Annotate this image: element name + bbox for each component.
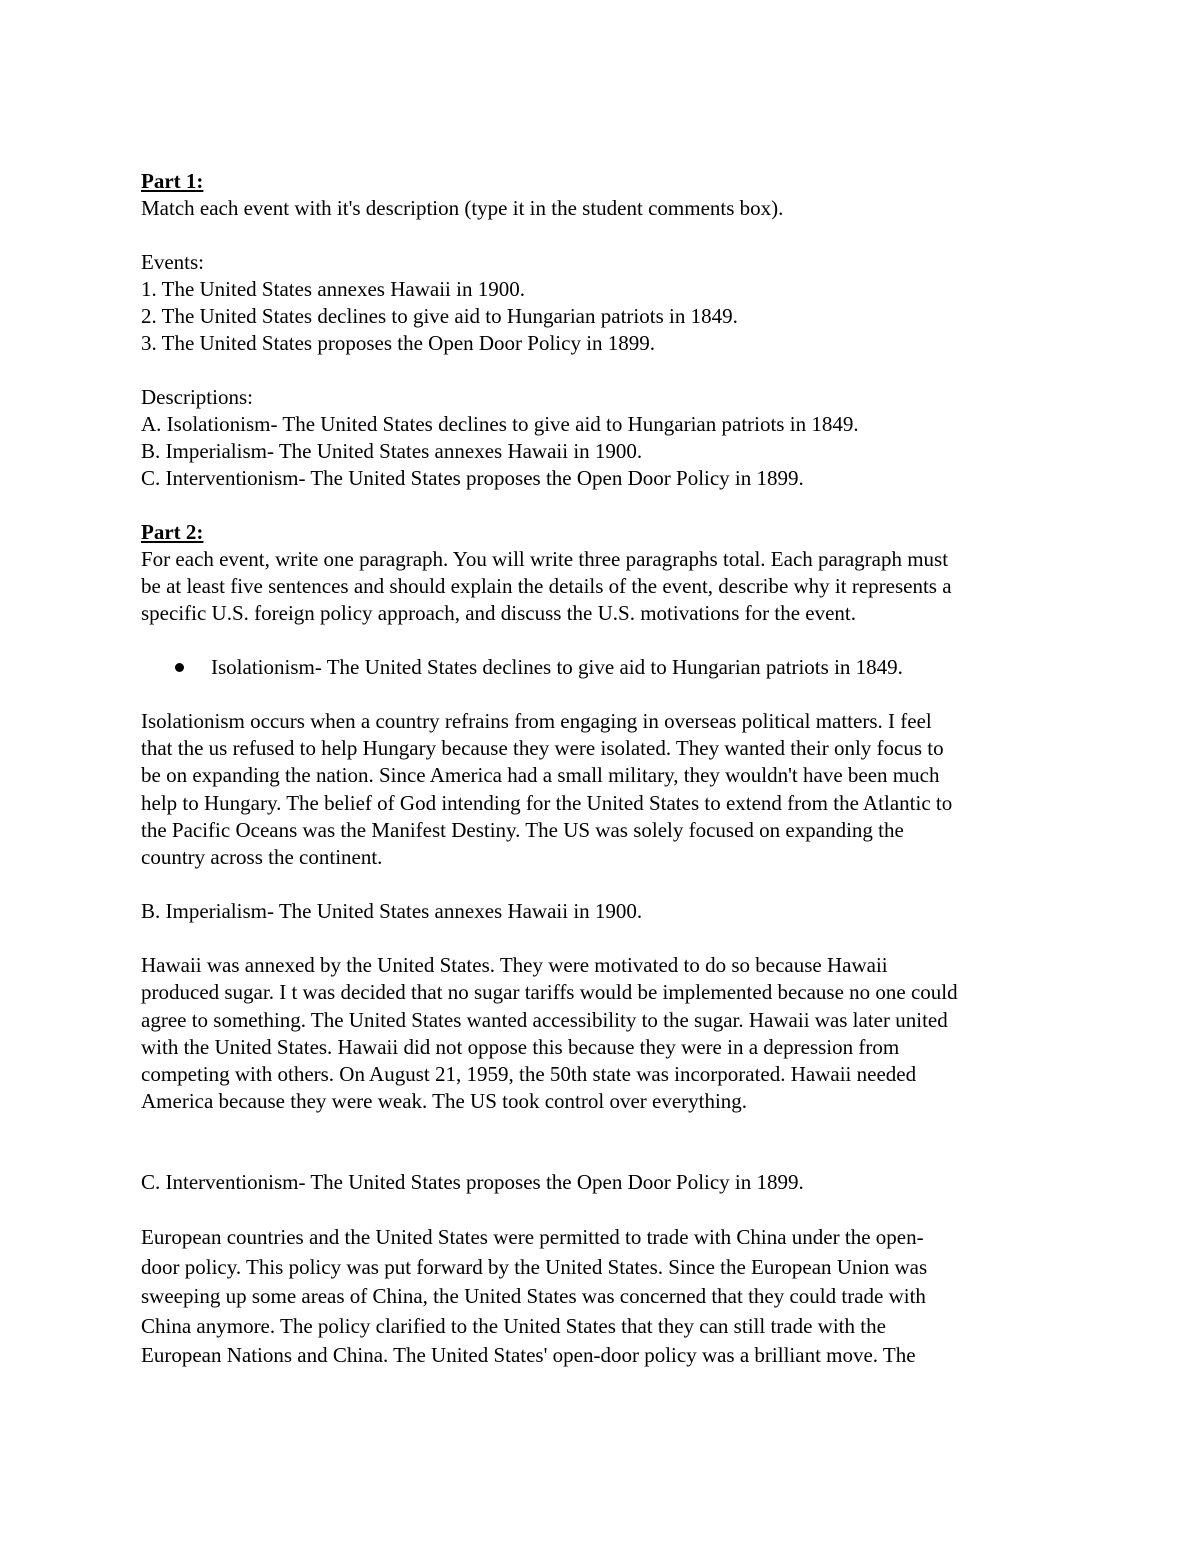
paragraph-line: Hawaii was annexed by the United States. They were motivated to do so because Hawaii — [141, 953, 888, 978]
paragraph-line: European Nations and China. The United States' open-door policy was a brilliant move. The — [141, 1343, 916, 1368]
part2-instruction-line: specific U.S. foreign policy approach, and discuss the U.S. motivations for the event. — [141, 601, 857, 625]
paragraph-line: produced sugar. I t was decided that no sugar tariffs would be implemented because no one could — [141, 980, 958, 1005]
event-item: 3. The United States proposes the Open Door Policy in 1899. — [141, 331, 656, 355]
paragraph-imperialism — [141, 952, 1071, 1115]
paragraph-line: European countries and the United States were permitted to trade with China under the open- — [141, 1225, 924, 1250]
imperialism-heading: B. Imperialism- The United States annexes Hawaii in 1900. — [141, 899, 643, 924]
interventionism-heading: C. Interventionism- The United States proposes the Open Door Policy in 1899. — [141, 1170, 804, 1195]
part2-heading: Part 2: — [141, 520, 204, 544]
paragraph-line: America because they were weak. The US took control over everything. — [141, 1089, 748, 1114]
paragraph-line: Isolationism occurs when a country refrains from engaging in overseas political matters. I feel — [141, 709, 932, 733]
descriptions-label: Descriptions: — [141, 385, 253, 409]
paragraph-line: sweeping up some areas of China, the United States was concerned that they could trade with — [141, 1284, 926, 1309]
document-page — [141, 168, 1071, 1371]
paragraph-line: be on expanding the nation. Since America had a small military, they wouldn't have been much — [141, 763, 940, 788]
description-item: C. Interventionism- The United States proposes the Open Door Policy in 1899. — [141, 466, 804, 490]
spacer — [141, 357, 1071, 384]
paragraph-line: that the us refused to help Hungary because they were isolated. They wanted their only focus to — [141, 736, 944, 761]
spacer — [141, 1196, 1071, 1223]
paragraph-line: door policy. This policy was put forward by the United States. Since the European Union was — [141, 1254, 928, 1279]
part2-instruction-line: For each event, write one paragraph. You will write three paragraphs total. Each paragraph must — [141, 547, 949, 571]
spacer — [141, 681, 1071, 708]
bullet-text: Isolationism- The United States declines to give aid to Hungarian patriots in 1849. — [211, 655, 903, 679]
spacer — [141, 492, 1071, 519]
bullet-icon — [175, 663, 184, 672]
paragraph-interventionism — [141, 1223, 1071, 1371]
part2-instruction-line: be at least five sentences and should explain the details of the event, describe why it represents a — [141, 574, 952, 598]
part1-heading: Part 1: — [141, 169, 204, 193]
bullet-item — [141, 654, 1071, 681]
event-item: 2. The United States declines to give aid to Hungarian patriots in 1849. — [141, 304, 738, 328]
description-item: A. Isolationism- The United States declines to give aid to Hungarian patriots in 1849. — [141, 412, 859, 436]
spacer — [141, 222, 1071, 249]
paragraph-line: competing with others. On August 21, 1959, the 50th state was incorporated. Hawaii needed — [141, 1062, 917, 1087]
spacer — [141, 925, 1071, 952]
events-label: Events: — [141, 250, 204, 274]
spacer — [141, 871, 1071, 898]
spacer — [141, 1115, 1071, 1169]
description-item: B. Imperialism- The United States annexes Hawaii in 1900. — [141, 439, 643, 463]
event-item: 1. The United States annexes Hawaii in 1900. — [141, 277, 525, 301]
spacer — [141, 627, 1071, 654]
paragraph-line: the Pacific Oceans was the Manifest Destiny. The US was solely focused on expanding the — [141, 817, 904, 842]
paragraph-line: help to Hungary. The belief of God intending for the United States to extend from the Atlantic to — [141, 790, 953, 815]
paragraph-line: China anymore. The policy clarified to the United States that they can still trade with the — [141, 1313, 886, 1338]
part1-instruction: Match each event with it's description (type it in the student comments box). — [141, 196, 784, 220]
paragraph-isolationism — [141, 708, 1071, 871]
paragraph-line: with the United States. Hawaii did not oppose this because they were in a depression from — [141, 1034, 900, 1059]
paragraph-line: agree to something. The United States wanted accessibility to the sugar. Hawaii was later united — [141, 1007, 948, 1032]
paragraph-line: country across the continent. — [141, 845, 383, 870]
